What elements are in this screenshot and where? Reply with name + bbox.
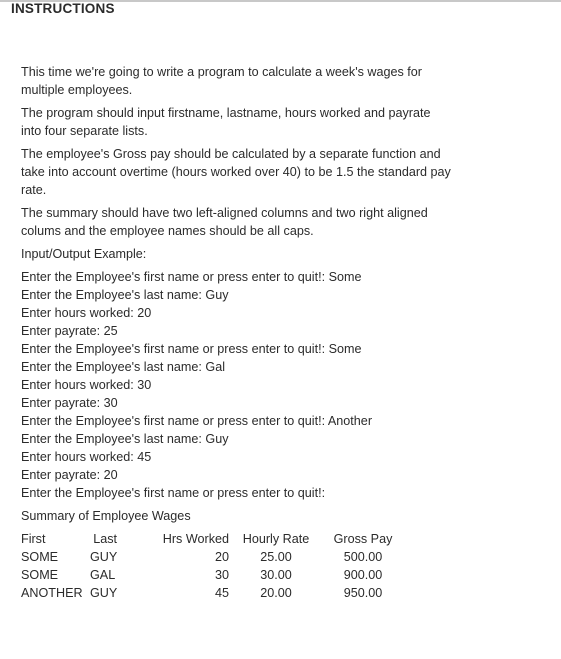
cell-hrs: 30 xyxy=(214,568,229,582)
io-line: Enter the Employee's first name or press enter to quit!: Some xyxy=(21,342,362,356)
table-row xyxy=(21,584,409,602)
summary-table xyxy=(21,530,409,602)
paragraph-inputs: The program should input firstname, lastname, hours worked and payrate into four separate lists. xyxy=(21,106,431,138)
cell-last: GUY xyxy=(90,586,118,600)
cell-rate: 20.00 xyxy=(260,586,292,600)
paragraph-gross-pay: The employee's Gross pay should be calculated by a separate function and take into account overtime (hours worked over 40) to be 1.5 the standard pay rate. xyxy=(21,147,451,197)
cell-last: GUY xyxy=(90,550,118,564)
paragraph-intro: This time we're going to write a program to calculate a week's wages for multiple employees. xyxy=(21,65,422,97)
section-header: INSTRUCTIONS xyxy=(11,1,115,16)
io-line: Enter the Employee's last name: Guy xyxy=(21,288,229,302)
header-hourly-rate: Hourly Rate xyxy=(242,532,310,546)
cell-rate: 25.00 xyxy=(260,550,292,564)
cell-hrs: 20 xyxy=(214,550,229,564)
cell-first: SOME xyxy=(21,550,59,564)
io-line: Enter hours worked: 30 xyxy=(21,378,152,392)
header-first: First xyxy=(21,532,46,546)
io-line: Enter the Employee's first name or press enter to quit!: xyxy=(21,486,326,500)
io-line: Enter hours worked: 20 xyxy=(21,306,152,320)
io-line: Enter payrate: 30 xyxy=(21,396,118,410)
header-gross-pay: Gross Pay xyxy=(333,532,393,546)
cell-gross: 950.00 xyxy=(343,586,383,600)
table-row xyxy=(21,566,409,584)
io-line: Enter the Employee's last name: Guy xyxy=(21,432,229,446)
summary-title: Summary of Employee Wages xyxy=(21,509,191,523)
paragraph-summary-format: The summary should have two left-aligned columns and two right aligned colums and the employee names should be all caps. xyxy=(21,206,428,238)
table-header-row xyxy=(21,530,409,548)
io-line: Enter the Employee's first name or press enter to quit!: Some xyxy=(21,270,362,284)
io-line: Enter payrate: 20 xyxy=(21,468,118,482)
cell-rate: 30.00 xyxy=(260,568,292,582)
table-row xyxy=(21,548,409,566)
io-example xyxy=(21,268,451,502)
cell-first: SOME xyxy=(21,568,59,582)
paragraph-io-label: Input/Output Example: xyxy=(21,247,147,261)
io-line: Enter hours worked: 45 xyxy=(21,450,152,464)
header-last: Last xyxy=(93,532,117,546)
cell-gross: 500.00 xyxy=(343,550,383,564)
header-hrs-worked: Hrs Worked xyxy=(162,532,229,546)
io-line: Enter the Employee's first name or press enter to quit!: Another xyxy=(21,414,373,428)
cell-last: GAL xyxy=(90,568,116,582)
instructions-body xyxy=(21,63,451,602)
cell-hrs: 45 xyxy=(214,586,229,600)
cell-first: ANOTHER xyxy=(21,586,83,600)
io-line: Enter the Employee's last name: Gal xyxy=(21,360,226,374)
cell-gross: 900.00 xyxy=(343,568,383,582)
io-line: Enter payrate: 25 xyxy=(21,324,118,338)
